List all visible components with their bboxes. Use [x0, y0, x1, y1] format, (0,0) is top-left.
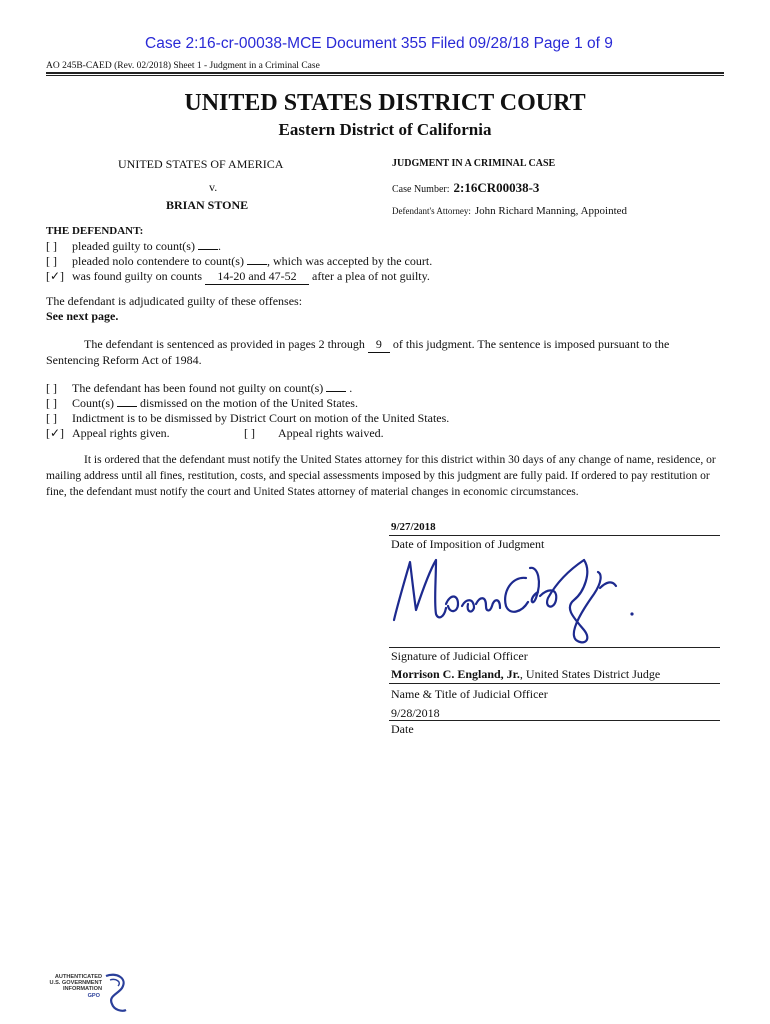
- checkbox: [ ]: [46, 396, 57, 410]
- signature-rule: [389, 647, 720, 648]
- attorney-name: John Richard Manning, Appointed: [474, 205, 628, 217]
- form-identifier: AO 245B-CAED (Rev. 02/2018) Sheet 1 - Judgment in a Criminal Case: [46, 61, 320, 71]
- checkbox: [ ]: [46, 411, 57, 425]
- option-text: Indictment is to be dismissed by District Court on motion of the United States.: [72, 411, 450, 425]
- option-row-4: [46, 426, 170, 441]
- blank-field: [198, 249, 218, 250]
- imposition-label: Date of Imposition of Judgment: [391, 537, 545, 551]
- pages-field: 9: [368, 337, 390, 353]
- header-rule: [46, 72, 724, 74]
- seal-line: AUTHENTICATED: [54, 974, 102, 980]
- judge-name-row: [391, 667, 660, 682]
- sentence-post: of this judgment. The sentence is imposed pursuant to the: [392, 337, 670, 351]
- option-post: dismissed on the motion of the United States.: [140, 396, 358, 410]
- sentence-line: [84, 337, 669, 353]
- checkbox: [ ]: [46, 239, 57, 253]
- option-text: Count(s): [72, 396, 114, 410]
- judge-name: Morrison C. England, Jr.: [391, 667, 520, 681]
- see-next-page: See next page.: [46, 309, 119, 323]
- versus-label: v.: [209, 180, 218, 194]
- option-row-1: [46, 381, 352, 396]
- checkbox: [ ]: [244, 426, 255, 440]
- judge-title: , United States District Judge: [519, 667, 661, 681]
- notice-paragraph: It is ordered that the defendant must notify the United States attorney for this district within 30 days of any change of name, residence, or mailing address until all fines, restitution, costs, and special assessments imposed by this judgment are fully paid. If ordered to pay restitution or fine, the defendant must notify the court and United States attorney of material changes in economic circumstances.: [46, 454, 716, 498]
- case-number-label: Case Number:: [392, 184, 450, 195]
- case-number-row: [392, 179, 539, 197]
- eagle-icon: [102, 972, 130, 1014]
- plea-post: .: [217, 239, 221, 253]
- name-rule: [389, 683, 720, 684]
- plea-post: after a plea of not guilty.: [312, 269, 430, 283]
- checkbox-checked: [✓]: [46, 269, 65, 283]
- plea-text: was found guilty on counts: [72, 269, 202, 283]
- seal-line: U.S. GOVERNMENT: [49, 980, 102, 987]
- blank-field: [117, 406, 137, 407]
- option-row-2: [46, 396, 358, 411]
- imposition-rule: [389, 535, 720, 536]
- document-type: JUDGMENT IN A CRIMINAL CASE: [392, 158, 556, 169]
- signature-date: 9/28/2018: [391, 706, 440, 720]
- plea-row-3: [46, 269, 430, 285]
- signature-label: Signature of Judicial Officer: [391, 649, 528, 663]
- header-rule-thin: [46, 75, 724, 76]
- option-text: Appeal rights given.: [72, 426, 170, 440]
- defendant-name: BRIAN STONE: [166, 198, 249, 212]
- date-label: Date: [391, 722, 414, 736]
- adjudicated-text: The defendant is adjudicated guilty of these offenses:: [46, 294, 303, 308]
- option-text: Appeal rights waived.: [278, 426, 384, 440]
- checkbox: [ ]: [46, 381, 57, 395]
- attorney-row: [392, 201, 627, 219]
- option-row-3: [46, 411, 449, 426]
- option-post: .: [349, 381, 353, 395]
- checkbox: [ ]: [46, 254, 57, 268]
- district-name: Eastern District of California: [278, 120, 492, 139]
- plea-text: pleaded guilty to count(s): [72, 239, 195, 253]
- blank-field: [247, 264, 267, 265]
- sentence-pre: The defendant is sentenced as provided in pages 2 through: [84, 337, 365, 351]
- plea-row-2: [46, 254, 432, 269]
- plea-row-1: [46, 239, 221, 254]
- judge-signature: [388, 548, 648, 648]
- case-number: 2:16CR00038-3: [453, 180, 540, 195]
- option-row-4b: [244, 426, 384, 441]
- name-title-label: Name & Title of Judicial Officer: [391, 687, 548, 701]
- defendant-heading: THE DEFENDANT:: [46, 225, 144, 237]
- blank-field: [326, 391, 346, 392]
- attorney-label: Defendant's Attorney:: [392, 206, 471, 216]
- seal-line: INFORMATION: [62, 986, 102, 993]
- date-rule: [389, 720, 720, 721]
- counts-field: 14-20 and 47-52: [205, 269, 309, 285]
- filing-stamp: Case 2:16-cr-00038-MCE Document 355 Filed 09/28/18 Page 1 of 9: [145, 35, 613, 52]
- plaintiff-name: UNITED STATES OF AMERICA: [118, 157, 284, 171]
- checkbox-checked: [✓]: [46, 426, 65, 440]
- court-title: UNITED STATES DISTRICT COURT: [184, 90, 586, 116]
- seal-line: GPO: [87, 992, 100, 999]
- plea-text: pleaded nolo contendere to count(s): [72, 254, 244, 268]
- gpo-seal: [42, 974, 132, 1018]
- imposition-date: 9/27/2018: [391, 521, 436, 533]
- option-text: The defendant has been found not guilty on count(s): [72, 381, 324, 395]
- plea-post: , which was accepted by the court.: [266, 254, 433, 268]
- sentence-line-2: Sentencing Reform Act of 1984.: [46, 353, 202, 367]
